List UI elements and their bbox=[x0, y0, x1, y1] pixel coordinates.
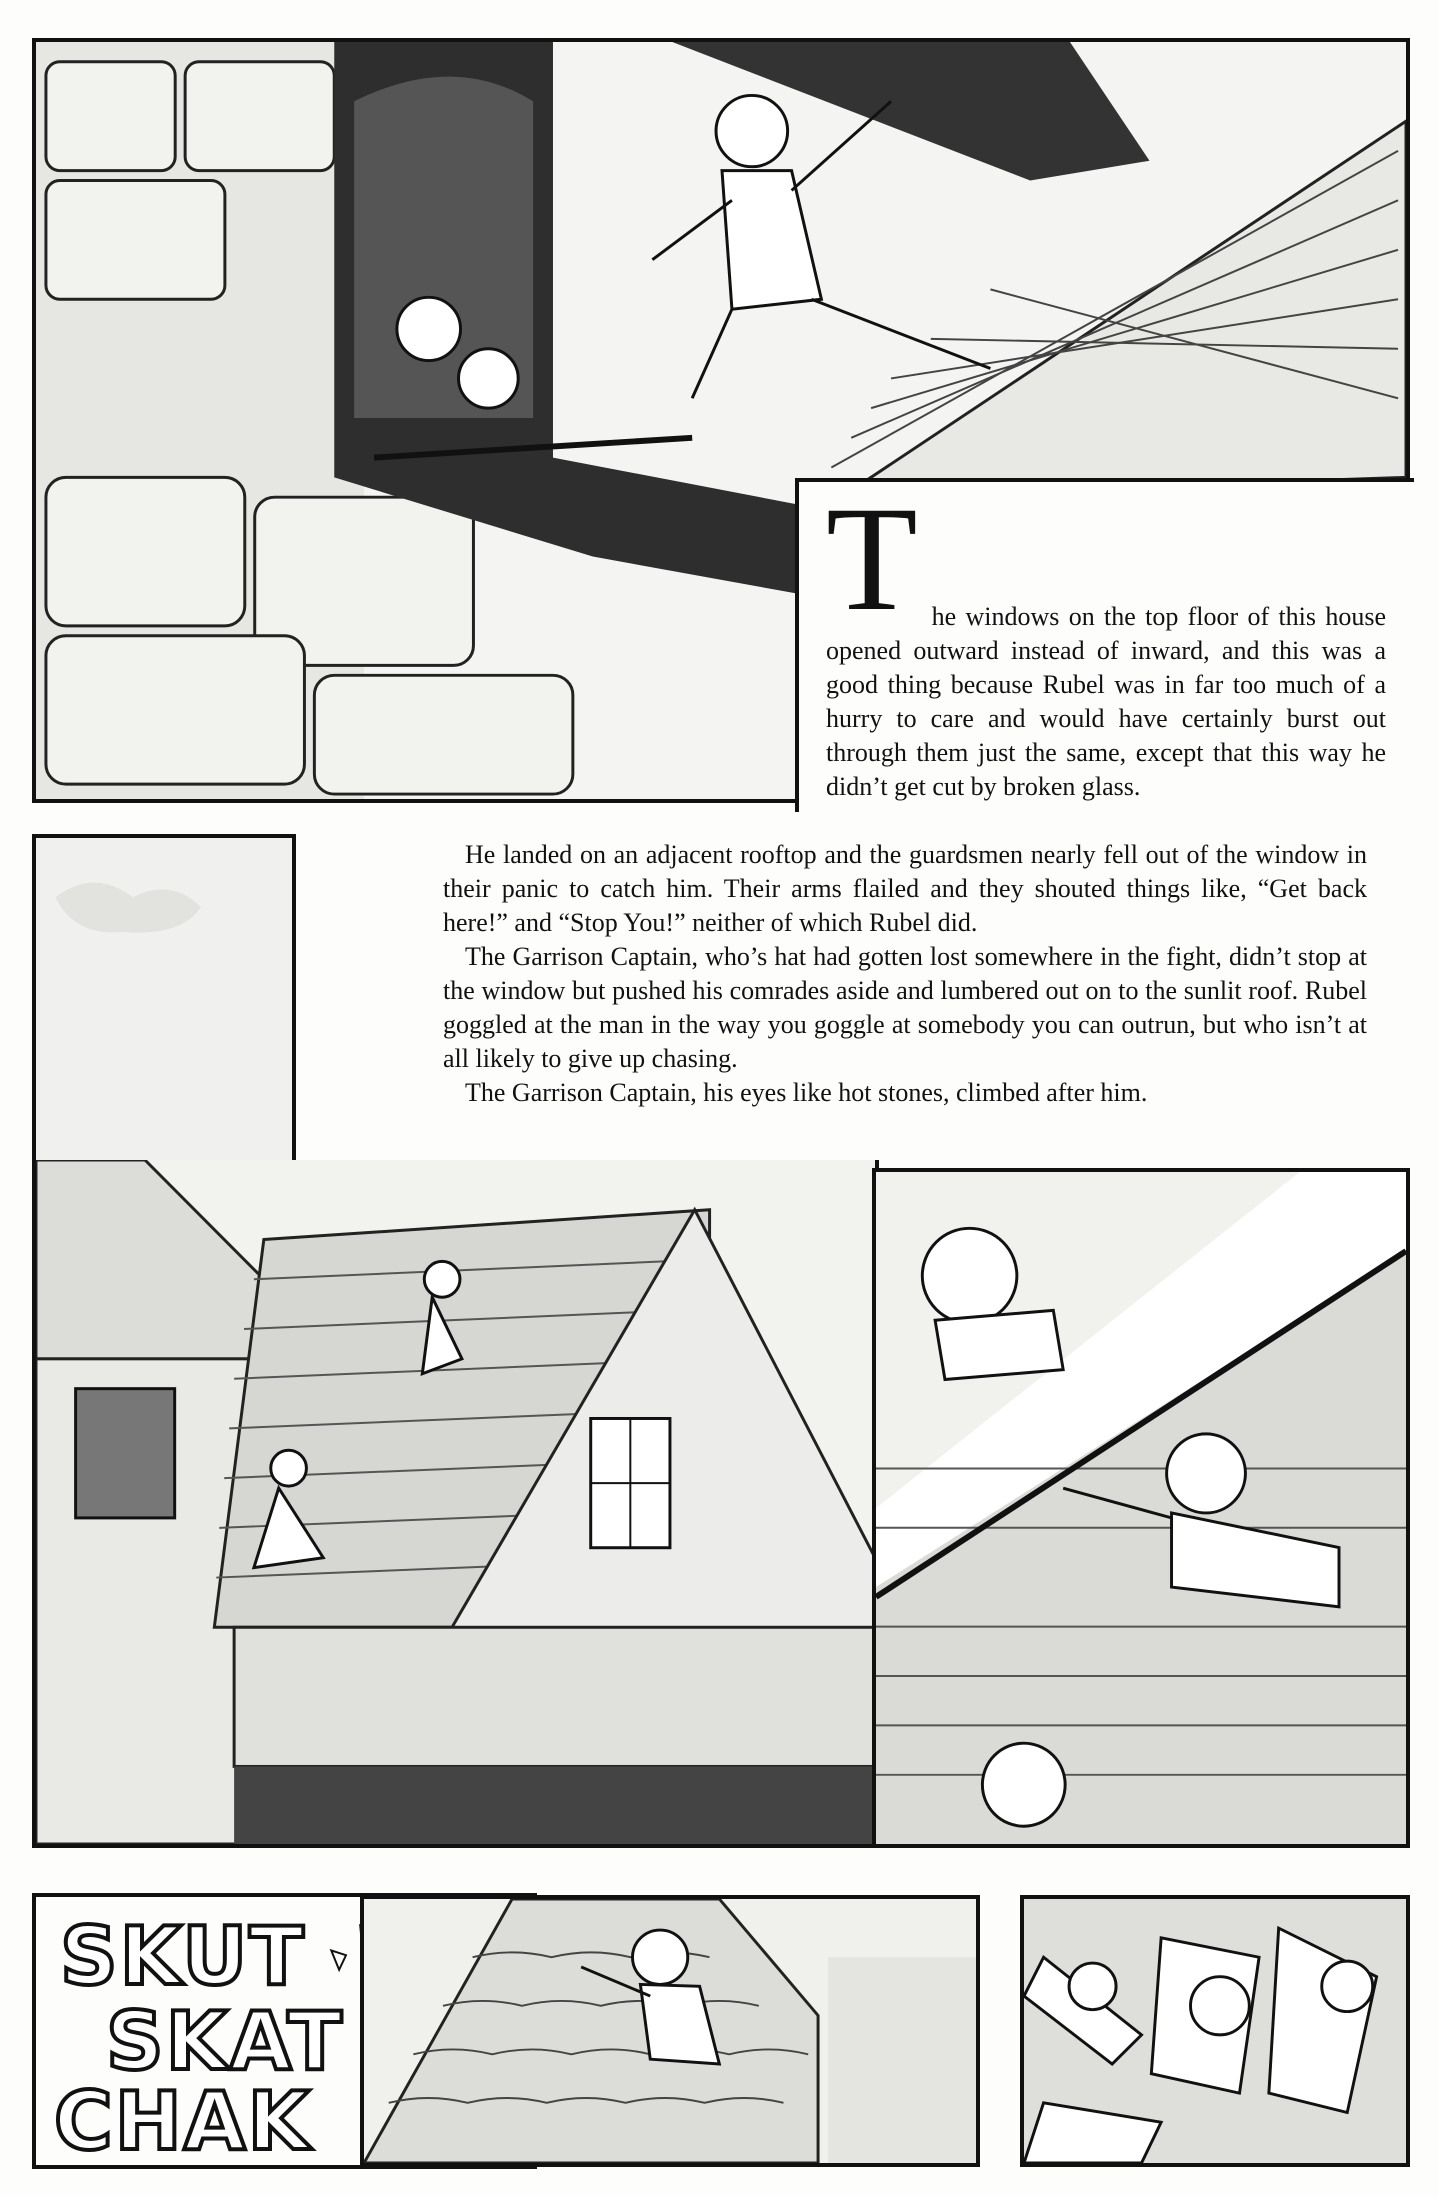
sfx-chak: CHAK bbox=[54, 2075, 312, 2168]
panel-guards-tumble bbox=[1020, 1895, 1410, 2167]
story-paragraph-1: he windows on the top floor of this house opened outward instead of inward, and this was a good thing because Rubel was in far too much of a hurry to care and would have certainly burst out through them just the same, except that this way he didn’t get cut by broken glass. bbox=[826, 602, 1386, 801]
panel-rooftop-chase bbox=[32, 1160, 879, 1848]
panel-rubel-climbing bbox=[360, 1895, 980, 2167]
guards-tumble-illustration bbox=[1024, 1899, 1406, 2163]
panel-rubel-closeup bbox=[872, 1168, 1410, 1848]
panel-rooftop-left-sky bbox=[32, 834, 296, 1174]
sky-illustration bbox=[36, 838, 292, 1174]
sfx-skat: SKAT bbox=[106, 1995, 344, 2088]
story-text-top bbox=[826, 476, 1386, 804]
rubel-closeup-illustration bbox=[876, 1172, 1406, 1844]
story-paragraph-2: He landed on an adjacent rooftop and the guardsmen nearly fell out of the window in their panic to catch him. Their arms flailed and they shouted things like, “Get back here!” and “Stop You!” neither of which Rubel did. bbox=[443, 840, 1367, 937]
drop-cap: T bbox=[826, 476, 918, 642]
story-text-bottom bbox=[443, 838, 1367, 1110]
rooftop-chase-illustration bbox=[36, 1160, 875, 1844]
story-paragraph-4: The Garrison Captain, his eyes like hot stones, climbed after him. bbox=[465, 1078, 1148, 1107]
sfx-skut: SKUT bbox=[60, 1910, 306, 2003]
rubel-climbing-illustration bbox=[364, 1899, 976, 2163]
story-paragraph-3: The Garrison Captain, who’s hat had gotten lost somewhere in the fight, didn’t stop at the window but pushed his comrades aside and lumbered out on to the sunlit roof. Rubel goggled at the man in the way you goggle at somebody you can outrun, but who isn’t at all likely to give up chasing. bbox=[443, 942, 1367, 1073]
